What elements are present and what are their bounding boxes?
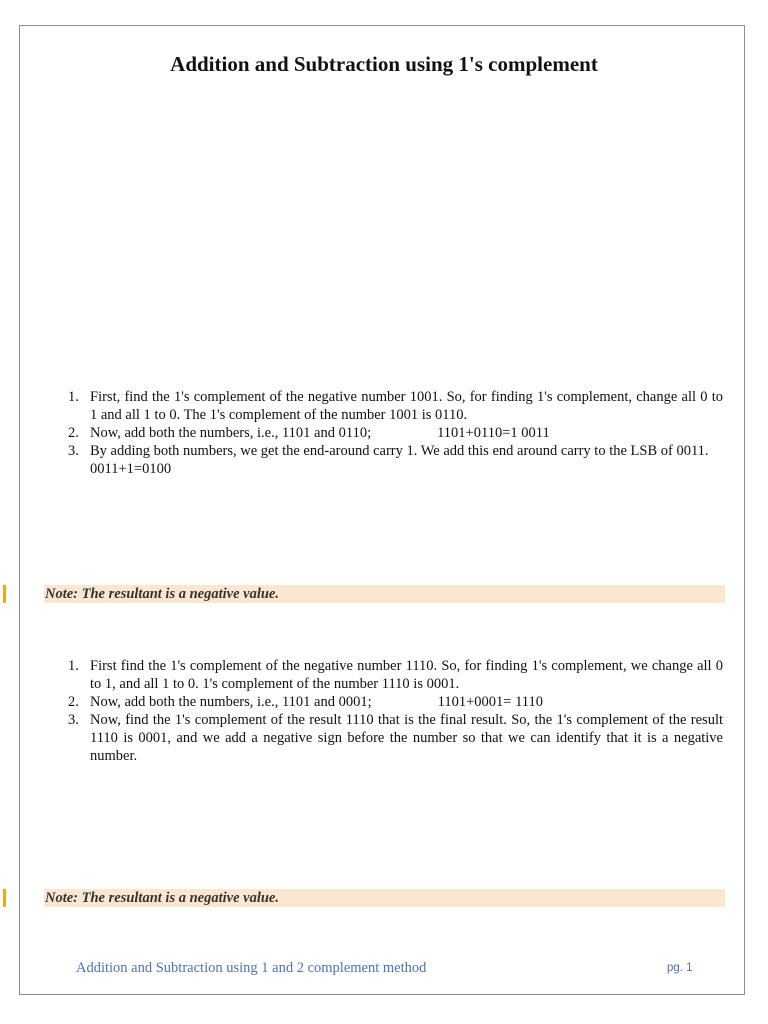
list-number: 3. — [68, 712, 79, 728]
list-number: 2. — [68, 425, 79, 441]
step-text: By adding both numbers, we get the end-around carry 1. We add this end around carry to the LSB of 0011. — [90, 443, 709, 459]
change-marker — [3, 585, 6, 603]
step-text: Now, add both the numbers, i.e., 1101 and 0001; — [90, 694, 372, 710]
list-item — [68, 693, 723, 711]
document-page — [19, 25, 745, 995]
step-text: Now, find the 1's complement of the result 1110 that is the final result. So, the 1's complement of the result 1110 is 0001, and we add a negative sign before the number so that we can identify that it is a negative number. — [90, 712, 723, 764]
list-number: 1. — [68, 658, 79, 674]
step-result: 1101+0001= 1110 — [437, 694, 544, 710]
list-item — [68, 657, 723, 693]
list-item — [68, 442, 723, 478]
step-result: 0011+1=0100 — [90, 461, 172, 477]
list-item — [68, 424, 723, 442]
steps-list-2 — [68, 657, 723, 765]
note-highlight: Note: The resultant is a negative value. — [44, 889, 725, 907]
page-number: pg. 1 — [667, 962, 693, 974]
list-number: 3. — [68, 443, 79, 459]
steps-list-1 — [68, 388, 723, 478]
list-item — [68, 711, 723, 765]
step-text: First, find the 1's complement of the negative number 1001. So, for finding 1's complement, change all 0 to 1 and all 1 to 0. The 1's complement of the number 1001 is 0110. — [90, 389, 723, 423]
step-text: First find the 1's complement of the negative number 1110. So, for finding 1's complement, we change all 0 to 1, and all 1 to 0. 1's complement of the number 1110 is 0001. — [90, 658, 723, 692]
footer-title: Addition and Subtraction using 1 and 2 complement method — [76, 960, 427, 976]
step-text: Now, add both the numbers, i.e., 1101 and 0110; — [90, 425, 372, 441]
list-number: 2. — [68, 694, 79, 710]
step-result: 1101+0110=1 0011 — [437, 425, 550, 441]
list-number: 1. — [68, 389, 79, 405]
list-item — [68, 388, 723, 424]
note-highlight: Note: The resultant is a negative value. — [44, 585, 725, 603]
change-marker — [3, 889, 6, 907]
document-title: Addition and Subtraction using 1's complement — [170, 52, 598, 76]
